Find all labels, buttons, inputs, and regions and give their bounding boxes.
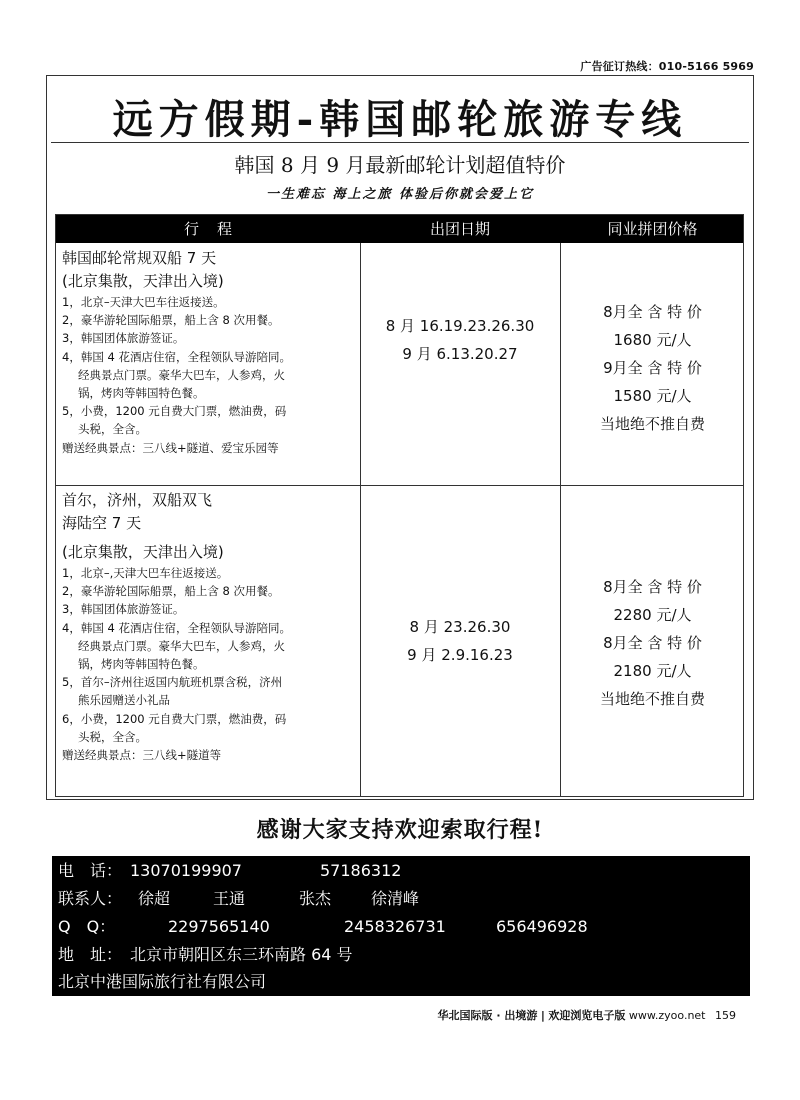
- route-cell-2: [62, 489, 358, 764]
- price-label: 8月全 含 特 价: [603, 578, 702, 596]
- title-divider: [51, 142, 749, 143]
- departure-dates: 9 月 6.13.20.27: [402, 345, 518, 363]
- route-cell-1: [62, 247, 358, 457]
- route-bonus: 赠送经典景点：三八线+隧道、爱宝乐园等: [62, 440, 279, 455]
- ad-hotline: 广告征订热线：010-5166 5969: [580, 60, 754, 73]
- subtitle: 韩国 8 月 9 月最新邮轮计划超值特价: [234, 153, 566, 177]
- footer-url[interactable]: www.zyoo.net: [628, 1009, 706, 1022]
- contacts-row: [58, 885, 419, 913]
- header-route: 行程: [183, 220, 250, 238]
- contacts-label: 联系人：: [58, 889, 123, 908]
- price-label: 9月全 含 特 价: [603, 359, 702, 377]
- page-number: 159: [715, 1009, 736, 1022]
- route-item: 2，豪华游轮国际船票，船上含 8 次用餐。: [62, 584, 280, 599]
- page-footer: [438, 1007, 736, 1023]
- price-cell-2: [560, 573, 745, 713]
- header-dates: 出团日期: [429, 220, 490, 238]
- dates-cell-2: [360, 613, 560, 669]
- qq-number: 656496928: [496, 917, 588, 936]
- dates-cell-1: [360, 312, 560, 368]
- itinerary-table: [55, 214, 744, 797]
- route-item: 4，韩国 4 花酒店住宿，全程领队导游陪同。: [62, 620, 291, 635]
- footer-slogan: 欢迎浏览电子版: [548, 1009, 626, 1022]
- route-item: 3，韩国团体旅游签证。: [62, 331, 185, 346]
- price-note: 当地绝不推自费: [599, 415, 705, 433]
- company-row: [58, 968, 266, 996]
- thanks-banner: 感谢大家支持欢迎索取行程!: [256, 817, 544, 843]
- contact-name: 张杰: [299, 889, 332, 908]
- route-item: 2，豪华游轮国际船票，船上含 8 次用餐。: [62, 313, 280, 328]
- departure-dates: 9 月 2.9.16.23: [407, 646, 513, 664]
- route-title: 首尔，济州，双船双飞: [62, 491, 213, 509]
- route-title: 韩国邮轮常规双船 7 天: [62, 249, 217, 267]
- route-bonus: 赠送经典景点：三八线+隧道等: [62, 748, 222, 763]
- route-item: 1，北京–,天津大巴车往返接送。: [62, 566, 229, 580]
- footer-edition: 华北国际版 · 出境游: [437, 1009, 538, 1022]
- price-value: 2180 元/人: [613, 662, 692, 680]
- header-price: 同业拼团价格: [607, 220, 698, 238]
- price-value: 2280 元/人: [613, 606, 692, 624]
- contact-name: 徐超: [138, 889, 171, 908]
- departure-dates: 8 月 23.26.30: [409, 618, 511, 636]
- price-cell-1: [560, 298, 745, 438]
- address-row: [58, 941, 353, 969]
- departure-dates: 8 月 16.19.23.26.30: [385, 317, 535, 335]
- route-subtitle: (北京集散，天津出入境): [62, 543, 224, 561]
- route-item: 锅，烤肉等韩国特色餐。: [78, 657, 205, 672]
- route-item: 经典景点门票。豪华大巴车，人参鸡，火: [78, 367, 285, 382]
- route-item: 锅，烤肉等韩国特色餐。: [78, 386, 205, 401]
- route-item: 经典景点门票。豪华大巴车，人参鸡，火: [78, 638, 285, 653]
- qq-row: [58, 913, 588, 941]
- qq-label: Q Q：: [58, 917, 116, 936]
- route-item: 4，韩国 4 花酒店住宿，全程领队导游陪同。: [62, 349, 291, 364]
- qq-number: 2297565140: [168, 917, 270, 936]
- phone-number: 57186312: [320, 861, 402, 880]
- address-value: 北京市朝阳区东三环南路 64 号: [130, 945, 353, 964]
- phone-row: [58, 857, 401, 885]
- contact-name: 王通: [213, 889, 246, 908]
- page-title: 远方假期-韩国邮轮旅游专线: [112, 96, 688, 143]
- row-divider: [56, 485, 743, 486]
- price-label: 8月全 含 特 价: [603, 634, 702, 652]
- route-title: 海陆空 7 天: [62, 514, 142, 532]
- route-item: 头税，全含。: [78, 422, 147, 437]
- route-item: 3，韩国团体旅游签证。: [62, 602, 185, 617]
- price-note: 当地绝不推自费: [599, 690, 705, 708]
- price-value: 1680 元/人: [613, 331, 692, 349]
- company-name: 北京中港国际旅行社有限公司: [58, 972, 267, 991]
- qq-number: 2458326731: [344, 917, 446, 936]
- route-item: 5，小费，1200 元自费大门票，燃油费，码: [62, 404, 287, 419]
- contact-box: [52, 856, 750, 996]
- slogan: 一生难忘 海上之旅 体验后你就会爱上它: [265, 187, 535, 202]
- route-item: 头税，全含。: [78, 729, 147, 744]
- address-label: 地 址：: [58, 945, 123, 964]
- price-label: 8月全 含 特 价: [603, 303, 702, 321]
- table-header: [56, 215, 743, 243]
- ad-frame: [46, 75, 754, 800]
- phone-number: 13070199907: [130, 861, 242, 880]
- price-value: 1580 元/人: [613, 387, 692, 405]
- route-item: 熊乐园赠送小礼品: [78, 693, 170, 708]
- phone-label: 电 话：: [58, 861, 123, 880]
- route-subtitle: (北京集散，天津出入境): [62, 272, 224, 290]
- route-item: 6，小费，1200 元自费大门票，燃油费，码: [62, 711, 287, 726]
- route-item: 1，北京–天津大巴车往返接送。: [62, 295, 225, 309]
- footer-separator: |: [540, 1009, 545, 1022]
- route-item: 5，首尔–济州往返国内航班机票含税，济州: [62, 675, 283, 690]
- contact-name: 徐清峰: [371, 889, 420, 908]
